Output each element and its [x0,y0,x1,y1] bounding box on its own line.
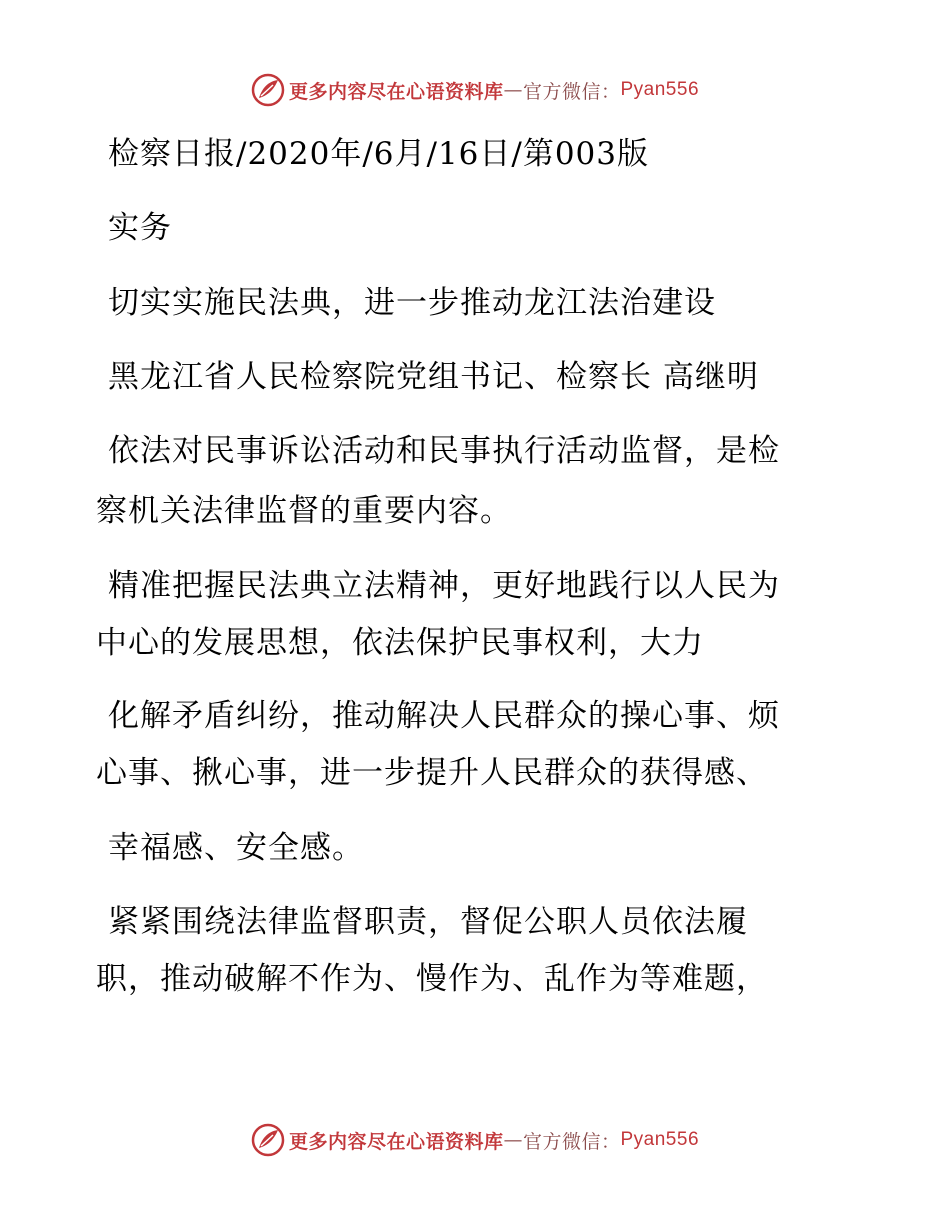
paragraph-line: 精准把握民法典立法精神，更好地践行以人民为 [108,568,780,604]
watermark-label: 官方微信： [522,80,621,103]
watermark-text: 更多内容尽在心语资料库 [288,1130,504,1153]
leaf-pen-logo-icon [251,73,285,107]
watermark-footer [0,1120,950,1160]
watermark-header [0,70,950,110]
section-label: 实务 [108,210,172,246]
watermark-text: 更多内容尽在心语资料库 [288,80,504,103]
watermark-label: 官方微信： [522,1130,621,1153]
article-title: 切实实施民法典，进一步推动龙江法治建设 [108,285,716,321]
paragraph-line: 心事、揪心事，进一步提升人民群众的获得感、 [96,755,768,791]
paragraph-line: 中心的发展思想，依法保护民事权利，大力 [96,625,704,661]
paragraph-line: 紧紧围绕法律监督职责，督促公职人员依法履 [108,904,748,940]
byline: 黑龙江省人民检察院党组书记、检察长 高继明 [108,359,759,395]
paragraph-line: 依法对民事诉讼活动和民事执行活动监督，是检 [108,433,780,469]
dateline: 检察日报/2020年/6月/16日/第003版 [108,136,650,172]
watermark-id: Pyan556 [620,79,700,100]
paragraph-line: 察机关法律监督的重要内容。 [96,493,512,529]
paragraph-line: 职，推动破解不作为、慢作为、乱作为等难题， [96,961,768,997]
watermark-id: Pyan556 [620,1129,700,1150]
watermark-separator: — [503,1129,523,1151]
leaf-pen-logo-icon [251,1123,285,1157]
paragraph-line: 幸福感、安全感。 [108,830,364,866]
watermark-separator: — [503,79,523,101]
paragraph-line: 化解矛盾纠纷，推动解决人民群众的操心事、烦 [108,698,780,734]
